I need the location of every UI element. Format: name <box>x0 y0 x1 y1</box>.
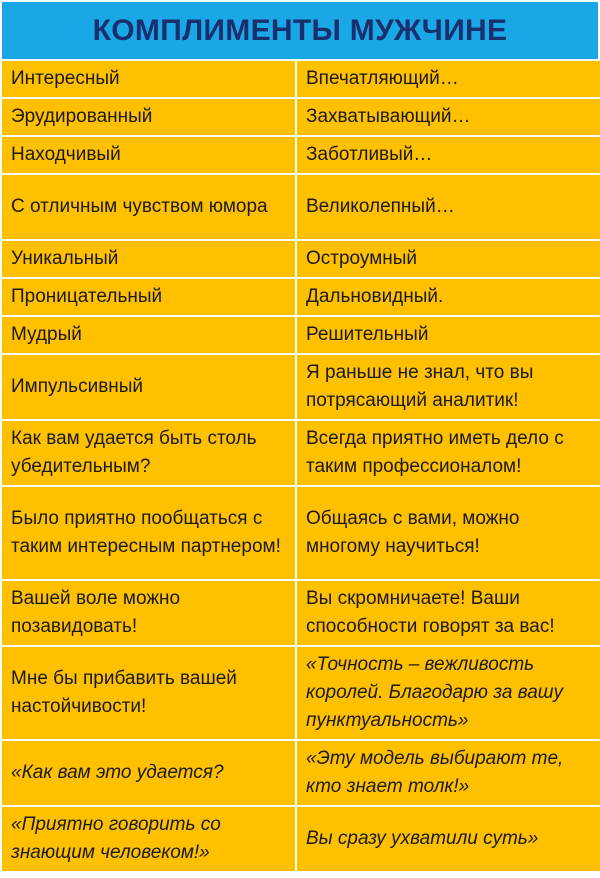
right-cell: Захватывающий… <box>297 99 600 135</box>
left-cell: Уникальный <box>2 241 295 277</box>
table-row <box>2 175 600 239</box>
right-cell: Вы скромничаете! Ваши способности говорят за вас! <box>297 581 600 645</box>
right-cell: Решительный <box>297 317 600 353</box>
compliments-table <box>0 59 600 873</box>
right-cell: Я раньше не знал, что вы потрясающий аналитик! <box>297 355 600 419</box>
table-row <box>2 487 600 579</box>
right-cell: Дальновидный. <box>297 279 600 315</box>
right-cell: Впечатляющий… <box>297 61 600 97</box>
right-cell: Вы сразу ухватили суть» <box>297 807 600 871</box>
left-cell: Находчивый <box>2 137 295 173</box>
right-cell: Общаясь с вами, можно многому научиться! <box>297 487 600 579</box>
right-cell: Всегда приятно иметь дело с таким профессионалом! <box>297 421 600 485</box>
left-cell: Интересный <box>2 61 295 97</box>
left-cell: Мудрый <box>2 317 295 353</box>
right-cell: Заботливый… <box>297 137 600 173</box>
table-row <box>2 137 600 173</box>
table-row <box>2 241 600 277</box>
table-row <box>2 581 600 645</box>
table-row <box>2 647 600 739</box>
table-row <box>2 421 600 485</box>
right-cell: Остроумный <box>297 241 600 277</box>
left-cell: Импульсивный <box>2 355 295 419</box>
left-cell: «Как вам это удается? <box>2 741 295 805</box>
left-cell: Эрудированный <box>2 99 295 135</box>
left-cell: Проницательный <box>2 279 295 315</box>
page-title: КОМПЛИМЕНТЫ МУЖЧИНЕ <box>92 13 508 47</box>
table-row <box>2 355 600 419</box>
left-cell: Как вам удается быть столь убедительным? <box>2 421 295 485</box>
left-cell: Было приятно пообщаться с таким интересным партнером! <box>2 487 295 579</box>
table-row <box>2 807 600 871</box>
right-cell: «Точность – вежливость королей. Благодарю за вашу пунктуальность» <box>297 647 600 739</box>
left-cell: «Приятно говорить со знающим человеком!» <box>2 807 295 871</box>
left-cell: Мне бы прибавить вашей настойчивости! <box>2 647 295 739</box>
table-row <box>2 741 600 805</box>
right-cell: «Эту модель выбирают те, кто знает толк!» <box>297 741 600 805</box>
right-cell: Великолепный… <box>297 175 600 239</box>
table-row <box>2 99 600 135</box>
title-banner <box>2 2 598 59</box>
table-row <box>2 279 600 315</box>
table-row <box>2 61 600 97</box>
left-cell: С отличным чувством юмора <box>2 175 295 239</box>
table-row <box>2 317 600 353</box>
left-cell: Вашей воле можно позавидовать! <box>2 581 295 645</box>
